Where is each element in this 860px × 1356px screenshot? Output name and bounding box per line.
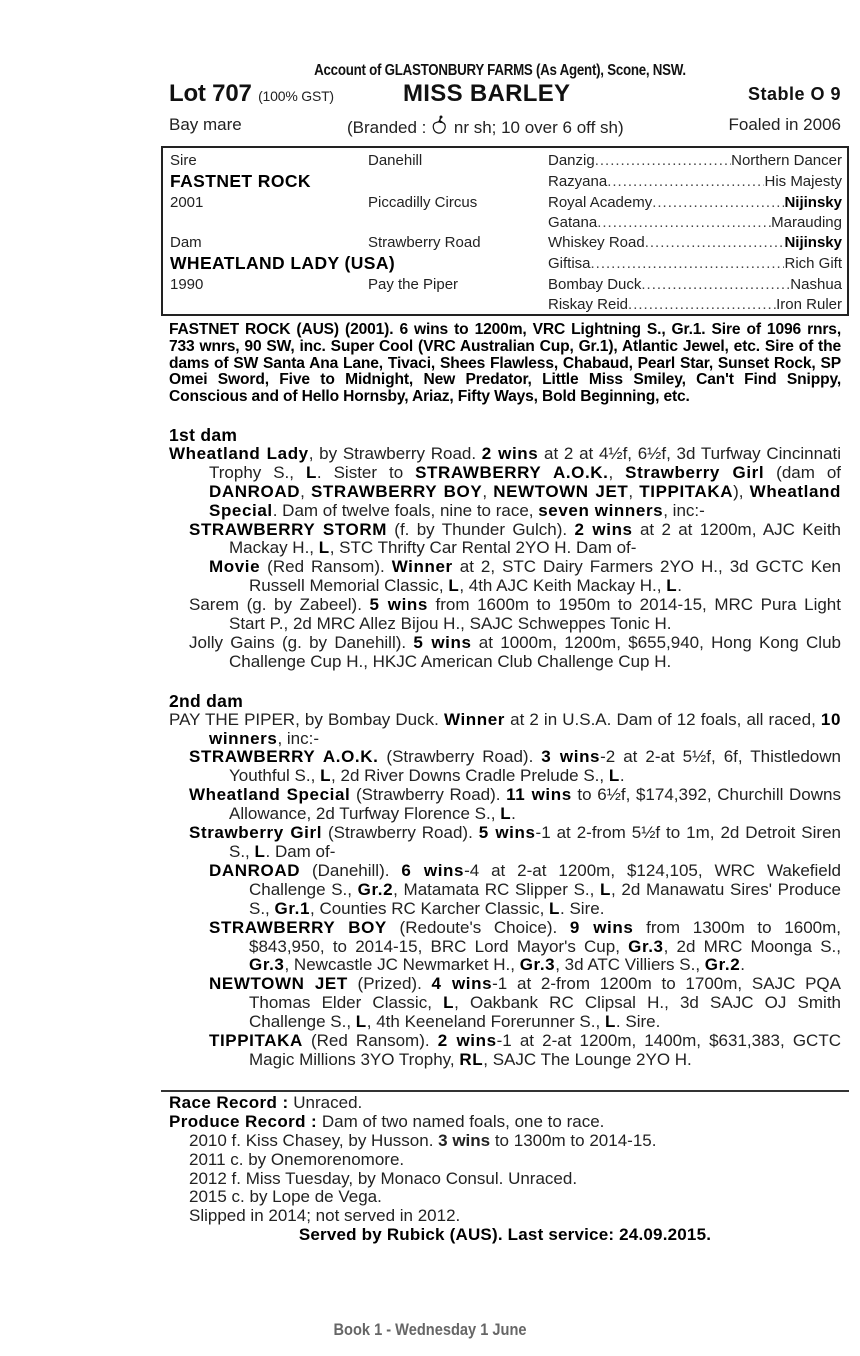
- bold-text: Gr.3: [519, 955, 556, 975]
- text: , by Strawberry Road.: [308, 443, 482, 463]
- bold-text: L: [355, 1012, 367, 1032]
- text: (Danehill).: [300, 860, 402, 880]
- pedigree-entry: [161, 862, 849, 919]
- bold-text: seven winners: [538, 500, 664, 520]
- dam-name: WHEATLAND LADY (USA): [170, 253, 396, 273]
- brand-info: [347, 115, 624, 138]
- grandparent-name: Royal Academy: [548, 194, 653, 211]
- text: , 2d MRC Moonga S.,: [663, 936, 841, 956]
- text: at 2 at 1200m, AJC Keith Mackay H.,: [229, 519, 842, 558]
- grandparent-row: [548, 214, 842, 231]
- text: , 4th Keeneland Forerunner S.,: [366, 1012, 605, 1032]
- section-divider: [161, 1090, 849, 1092]
- bold-text: Gr.1: [274, 898, 310, 918]
- bold-text: NEWTOWN JET: [493, 481, 629, 501]
- records-section: [161, 1094, 849, 1245]
- text: 2015 c. by Lope de Vega.: [189, 1187, 382, 1207]
- dam-sire: Strawberry Road: [368, 234, 481, 251]
- colour-sex: Bay mare: [169, 115, 242, 134]
- grandparent-sire: Nijinsky: [784, 234, 842, 251]
- bold-text: 2 wins: [437, 1031, 497, 1051]
- dam-dam: Pay the Piper: [368, 276, 459, 293]
- text: . Dam of twelve foals, nine to race,: [272, 500, 539, 520]
- bold-text: 2 wins: [574, 519, 633, 539]
- first-dam-section: [161, 426, 849, 672]
- text: (Strawberry Road).: [322, 823, 479, 843]
- page-footer: Book 1 - Wednesday 1 June: [333, 1320, 527, 1339]
- pedigree-table: [161, 146, 849, 316]
- bold-text: 5 wins: [478, 823, 536, 843]
- sire-name: FASTNET ROCK: [170, 171, 311, 191]
- text: , SAJC The Lounge 2YO H.: [483, 1049, 692, 1069]
- grandparent-row: [548, 276, 842, 293]
- sire-sire: Danehill: [368, 152, 423, 169]
- bold-text: L: [254, 842, 266, 862]
- bold-text: Gr.3: [249, 955, 285, 975]
- bold-text: L: [604, 1012, 616, 1032]
- produce-item: [189, 1207, 849, 1226]
- text: , 2d River Downs Cradle Prelude S.,: [331, 766, 609, 786]
- lot-header: [161, 80, 849, 110]
- produce-record-value: Dam of two named foals, one to race.: [321, 1111, 605, 1131]
- pedigree-entry: [161, 824, 849, 862]
- grandparent-sire: Iron Ruler: [776, 296, 842, 313]
- pedigree-entry: [161, 975, 849, 1032]
- bold-text: Winner: [391, 557, 453, 577]
- bold-text: 9 wins: [569, 917, 634, 937]
- text: , 2d Manawatu Sires' Produce S.,: [249, 879, 841, 918]
- grandparent-sire: Nashua: [790, 276, 842, 293]
- second-dam-section: [161, 692, 849, 1070]
- bold-text: L: [448, 576, 460, 596]
- sire-label: Sire: [170, 152, 197, 169]
- text: , Counties RC Karcher Classic,: [310, 898, 550, 918]
- leader-dots: [641, 276, 790, 293]
- produce-item: [189, 1170, 849, 1189]
- pedigree-entry: [161, 748, 849, 786]
- grandparent-sire: His Majesty: [764, 173, 842, 190]
- grandparent-name: Danzig: [548, 152, 595, 169]
- race-record-value: Unraced.: [293, 1092, 363, 1112]
- leader-dots: [607, 173, 764, 190]
- second-dam-entries: [161, 711, 849, 1070]
- text: -2 at 2-at 5½f, 6f, Thistledown Youthful S.,: [229, 747, 841, 786]
- text: from 1600m to 1950m to 2014-15, MRC Pura Light Start P., 2d MRC Allez Bijou H., SAJC Schweppes Tonic H.: [229, 595, 841, 634]
- dam-year: 1990: [170, 276, 204, 293]
- sire-summary: FASTNET ROCK (AUS) (2001). 6 wins to 1200m, VRC Lightning S., Gr.1. Sire of 1096 rnrs, 733 wnrs, 90 SW, inc. Super Cool (VRC Australian Cup, Gr.1), Atlantic Jewel, etc. Sire of the dams of SW Santa Ana Lane, Tivaci, Shees Flawless, Chabaud, Pearl Star, Sunset Rock, SP Omei Sword, Five to Midnight, New Predator, Little Miss Smiley, Can't Find Snippy, Conscious and of Hello Hornsby, Ariaz, Fifty Ways, Bold Beginning, etc.: [169, 321, 841, 406]
- text: , Newcastle JC Newmarket H.,: [284, 955, 520, 975]
- bold-text: L: [318, 538, 330, 558]
- text: (Red Ransom).: [302, 1031, 438, 1051]
- bold-text: STRAWBERRY BOY: [310, 481, 483, 501]
- grandparent-name: Riskay Reid: [548, 296, 629, 313]
- bold-text: Wheatland Special: [209, 481, 842, 520]
- produce-item: [189, 1132, 849, 1151]
- dam-label: Dam: [170, 234, 202, 251]
- grandparent-sire: Rich Gift: [784, 255, 842, 272]
- sire-year: 2001: [170, 194, 204, 211]
- bold-text: STRAWBERRY STORM: [189, 519, 387, 539]
- text: ),: [733, 481, 750, 501]
- produce-record: [161, 1113, 849, 1132]
- pedigree-entry: [161, 445, 849, 521]
- text: . Dam of-: [265, 842, 336, 862]
- last-service: Served by Rubick (AUS). Last service: 24.09.2015.: [298, 1225, 712, 1245]
- bold-text: 4 wins: [431, 974, 493, 994]
- text: 2012 f. Miss Tuesday, by Monaco Consul. Unraced.: [189, 1168, 578, 1188]
- grandparent-row: [548, 296, 842, 313]
- strawberry-brand-icon: [431, 115, 449, 135]
- leader-dots: [628, 296, 776, 313]
- text: -4 at 2-at 1200m, $124,105, WRC Wakefield Challenge S.,: [249, 860, 841, 899]
- stable-number: Stable O 9: [747, 84, 841, 104]
- text: . Sister to: [316, 462, 416, 482]
- pedigree-entry: [161, 521, 849, 559]
- produce-record-label: Produce Record :: [169, 1111, 318, 1131]
- text: , STC Thrifty Car Rental 2YO H. Dam of-: [329, 538, 637, 558]
- bold-text: 5 wins: [369, 595, 428, 615]
- brand-prefix: (Branded :: [347, 118, 427, 137]
- bold-text: 3 wins: [541, 747, 601, 767]
- produce-item: [189, 1188, 849, 1207]
- race-record-label: Race Record :: [169, 1092, 289, 1112]
- bold-text: 5 wins: [413, 632, 472, 652]
- bold-text: TIPPITAKA: [639, 481, 734, 501]
- text: (Strawberry Road).: [378, 747, 542, 767]
- vendor-account: Account of GLASTONBURY FARMS (As Agent), Scone, NSW.: [314, 62, 686, 79]
- bold-text: Strawberry Girl: [625, 462, 765, 482]
- text: Jolly Gains (g. by Danehill).: [189, 632, 414, 652]
- text: 2011 c. by Onemorenomore.: [189, 1149, 405, 1169]
- bold-text: STRAWBERRY A.O.K.: [189, 747, 379, 767]
- text: ,: [608, 462, 626, 482]
- text: Sarem (g. by Zabeel).: [189, 595, 370, 615]
- grandparent-name: Bombay Duck: [548, 276, 642, 293]
- pedigree-entry: [161, 1032, 849, 1070]
- bold-text: L: [549, 898, 561, 918]
- text: (Strawberry Road).: [350, 785, 507, 805]
- text: , inc:-: [663, 500, 705, 520]
- bold-text: L: [443, 993, 455, 1013]
- bold-text: Strawberry Girl: [189, 823, 323, 843]
- text: at 2 in U.S.A. Dam of 12 foals, all raced,: [505, 709, 821, 729]
- foaled-year: Foaled in 2006: [728, 115, 841, 134]
- bold-text: L: [500, 804, 512, 824]
- text: .: [740, 955, 746, 975]
- bold-text: TIPPITAKA: [209, 1031, 303, 1051]
- grandparent-sire: Nijinsky: [784, 194, 842, 211]
- text: .: [511, 804, 516, 824]
- grandparent-row: [548, 194, 842, 211]
- text: PAY THE PIPER, by Bombay Duck.: [169, 709, 444, 729]
- first-dam-heading: 1st dam: [169, 424, 238, 445]
- lot-label: Lot 707: [169, 80, 252, 107]
- leader-dots: [595, 152, 731, 169]
- grandparent-sire: Northern Dancer: [731, 152, 842, 169]
- grandparent-row: [548, 173, 842, 190]
- bold-text: STRAWBERRY BOY: [209, 917, 387, 937]
- grandparent-name: Razyana: [548, 173, 608, 190]
- produce-list: [161, 1132, 849, 1227]
- second-dam-heading: 2nd dam: [169, 690, 244, 711]
- leader-dots: [597, 214, 771, 231]
- first-dam-entries: [161, 445, 849, 672]
- race-record: [161, 1094, 849, 1113]
- bold-text: Wheatland Special: [189, 785, 351, 805]
- leader-dots: [645, 234, 785, 251]
- bold-text: L: [666, 576, 678, 596]
- bold-text: 11 wins: [506, 785, 572, 805]
- text: ,: [300, 481, 311, 501]
- bold-text: 3 wins: [438, 1130, 491, 1150]
- text: (Redoute's Choice).: [386, 917, 570, 937]
- pedigree-entry: [161, 596, 849, 634]
- text: ,: [628, 481, 640, 501]
- grandparent-row: [548, 255, 842, 272]
- text: -1 at 2-from 1200m to 1700m, SAJC PQA Thomas Elder Classic,: [249, 974, 841, 1013]
- bold-text: NEWTOWN JET: [209, 974, 348, 994]
- bold-text: RL: [459, 1049, 484, 1069]
- bold-text: Gr.3: [628, 936, 664, 956]
- bold-text: Wheatland Lady: [169, 443, 309, 463]
- bold-text: 2 wins: [481, 443, 539, 463]
- text: , inc:-: [277, 728, 320, 748]
- leader-dots: [591, 255, 785, 272]
- gst-note: (100% GST): [258, 88, 334, 104]
- horse-name: MISS BARLEY: [403, 80, 571, 107]
- text: (Prized).: [347, 974, 432, 994]
- text: from 1300m to 1600m, $843,950, to 2014-15, BRC Lord Mayor's Cup,: [249, 917, 841, 956]
- text: at 2, STC Dairy Farmers 2YO H., 3d GCTC Ken Russell Memorial Classic,: [249, 557, 841, 596]
- text: . Sire.: [615, 1012, 661, 1032]
- bold-text: DANROAD: [209, 860, 301, 880]
- text: .: [619, 766, 625, 786]
- text: at 1000m, 1200m, $655,940, Hong Kong Club Challenge Cup H., HKJC American Club Challenge Cup H.: [229, 632, 841, 671]
- bold-text: Winner: [443, 709, 506, 729]
- text: -1 at 2-at 1200m, 1400m, $631,383, GCTC Magic Millions 3YO Trophy,: [249, 1031, 841, 1069]
- bold-text: 10 winners: [209, 709, 841, 748]
- grandparent-name: Whiskey Road: [548, 234, 645, 251]
- catalogue-page: [161, 62, 849, 1245]
- text: (f. by Thunder Gulch).: [386, 519, 575, 539]
- text: , 3d ATC Villiers S.,: [555, 955, 705, 975]
- text: to 6½f, $174,392, Churchill Downs Allowance, 2d Turfway Florence S.,: [229, 785, 841, 824]
- bold-text: Movie: [209, 557, 261, 577]
- text: , 4th AJC Keith Mackay H.,: [459, 576, 667, 596]
- pedigree-entry: [161, 919, 849, 976]
- bold-text: DANROAD: [209, 481, 301, 501]
- text: -1 at 2-from 5½f to 1m, 2d Detroit Siren S.,: [229, 823, 841, 862]
- text: (Red Ransom).: [260, 557, 392, 577]
- text: .: [677, 576, 682, 596]
- brand-suffix: nr sh; 10 over 6 off sh): [453, 118, 624, 137]
- text: to 1300m to 2014-15.: [490, 1130, 657, 1150]
- bold-text: STRAWBERRY A.O.K.: [415, 462, 609, 482]
- grandparent-name: Gatana: [548, 214, 598, 231]
- bold-text: L: [305, 462, 317, 482]
- bold-text: L: [608, 766, 620, 786]
- text: , Oakbank RC Clipsal H., 3d SAJC OJ Smith Challenge S.,: [249, 993, 842, 1032]
- text: , Matamata RC Slipper S.,: [393, 879, 601, 899]
- text: Slipped in 2014; not served in 2012.: [189, 1206, 461, 1226]
- pedigree-entry: [161, 786, 849, 824]
- text: 2010 f. Kiss Chasey, by Husson.: [189, 1130, 439, 1150]
- text: (dam of: [764, 462, 841, 482]
- bold-text: L: [600, 879, 611, 899]
- text: . Sire.: [560, 898, 605, 918]
- pedigree-entry: [161, 634, 849, 672]
- bold-text: L: [320, 766, 332, 786]
- text: ,: [482, 481, 494, 501]
- produce-item: [189, 1151, 849, 1170]
- leader-dots: [652, 194, 784, 211]
- pedigree-entry: [161, 711, 849, 749]
- horse-description: [161, 112, 849, 136]
- grandparent-row: [548, 234, 842, 251]
- grandparent-sire: Marauding: [771, 214, 842, 231]
- lot-number: [169, 80, 334, 108]
- bold-text: Gr.2: [357, 879, 394, 899]
- text: at 2 at 4½f, 6½f, 3d Turfway Cincinnati Trophy S.,: [209, 443, 841, 482]
- sire-dam: Piccadilly Circus: [368, 194, 478, 211]
- pedigree-entry: [161, 558, 849, 596]
- grandparent-name: Giftisa: [548, 255, 591, 272]
- bold-text: Gr.2: [704, 955, 741, 975]
- grandparent-row: [548, 152, 842, 169]
- bold-text: 6 wins: [401, 860, 465, 880]
